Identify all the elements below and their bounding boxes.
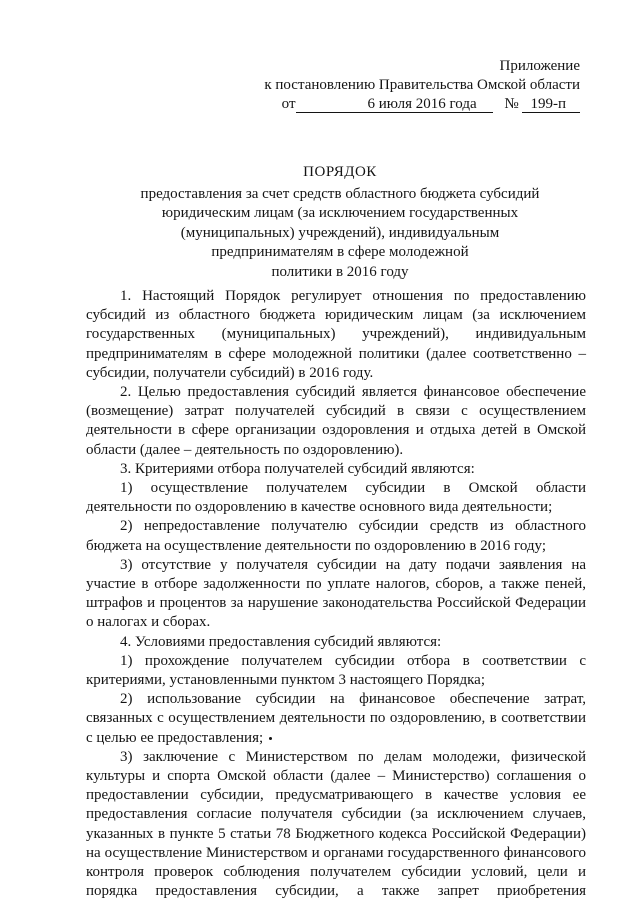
- paragraph-4-item-3: 3) заключение с Министерством по делам молодежи, физической культуры и спорта Омской области (далее – Министерство) соглашения о предоставлении субсидии, предусматривающего в качестве условия ее предоставления согласие получателя субсидии (за исключением случаев, указанных в пункте 5 статьи 78 Бюджетного кодекса Российской Федерации) на осуществление Министерством и органами государственного финансового контроля проверок соблюдения получателем субсидии условий, цели и порядка предоставления субсидии, а также запрет приобретения: [86, 748, 586, 900]
- subtitle-line: юридическим лицам (за исключением государственных: [161, 205, 519, 221]
- paragraph-4-item-2-text: 2) использование субсидии на финансовое обеспечение затрат, связанных с осуществлением деятельности по оздоровлению, в соответствии с целью ее предоставления;: [86, 691, 586, 746]
- document-title: ПОРЯДОК: [303, 164, 377, 180]
- subtitle-line: политики в 2016 году: [271, 263, 409, 280]
- appendix-label: Приложение: [499, 58, 580, 74]
- paragraph-4-item-1: 1) прохождение получателем субсидии отбора в соответствии с критериями, установленными пунктом 3 настоящего Порядка;: [86, 652, 586, 689]
- resolution-date: 6 июля 2016 года: [296, 97, 493, 113]
- paragraph-4: 4. Условиями предоставления субсидий являются:: [120, 633, 442, 650]
- paragraph-3-item-3: 3) отсутствие у получателя субсидии на дату подачи заявления на участие в отборе задолженности по уплате налогов, сборов, а также пеней, штрафов и процентов за нарушение законодательства Российской Федерации о налогах и сборах.: [86, 556, 586, 631]
- resolution-reference: к постановлению Правительства Омской области: [264, 77, 580, 93]
- paragraph-2: 2. Целью предоставления субсидий является финансовое обеспечение (возмещение) затрат получателей субсидий в связи с осуществлением деятельности в сфере организации оздоровления и отдыха детей в Омской области (далее – деятельность по оздоровлению).: [86, 384, 586, 458]
- paragraph-3-item-2: 2) непредоставление получателю субсидии средств из областного бюджета на осуществление деятельности по оздоровлению в 2016 году;: [86, 518, 586, 554]
- paragraph-1: 1. Настоящий Порядок регулирует отношения по предоставлению субсидий из областного бюджета юридическим лицам (за исключением государственных (муниципальных) учреждений), индивидуальным предпринимателям в сфере молодежной политики (далее соответственно – субсидии, получатели субсидий) в 2016 году.: [86, 288, 586, 381]
- document-body: [86, 287, 586, 902]
- resolution-number: 199-п: [522, 97, 580, 113]
- subtitle-line: предпринимателям в сфере молодежной: [211, 244, 469, 260]
- document-heading: [60, 163, 620, 282]
- scan-speck-mark: [269, 737, 272, 740]
- number-prefix: №: [504, 96, 519, 112]
- from-prefix: от: [281, 96, 296, 112]
- subtitle-line: (муниципальных) учреждений), индивидуальным: [180, 224, 500, 241]
- paragraph-4-item-2: [86, 690, 586, 748]
- paragraph-3: 3. Критериями отбора получателей субсидий являются:: [120, 460, 475, 477]
- subtitle-line: предоставления за счет средств областного бюджета субсидий: [140, 185, 540, 202]
- paragraph-3-item-1: 1) осуществление получателем субсидии в Омской области деятельности по оздоровлению в качестве основного вида деятельности;: [86, 480, 586, 516]
- appendix-block: [264, 57, 580, 114]
- date-number-line: [264, 95, 580, 114]
